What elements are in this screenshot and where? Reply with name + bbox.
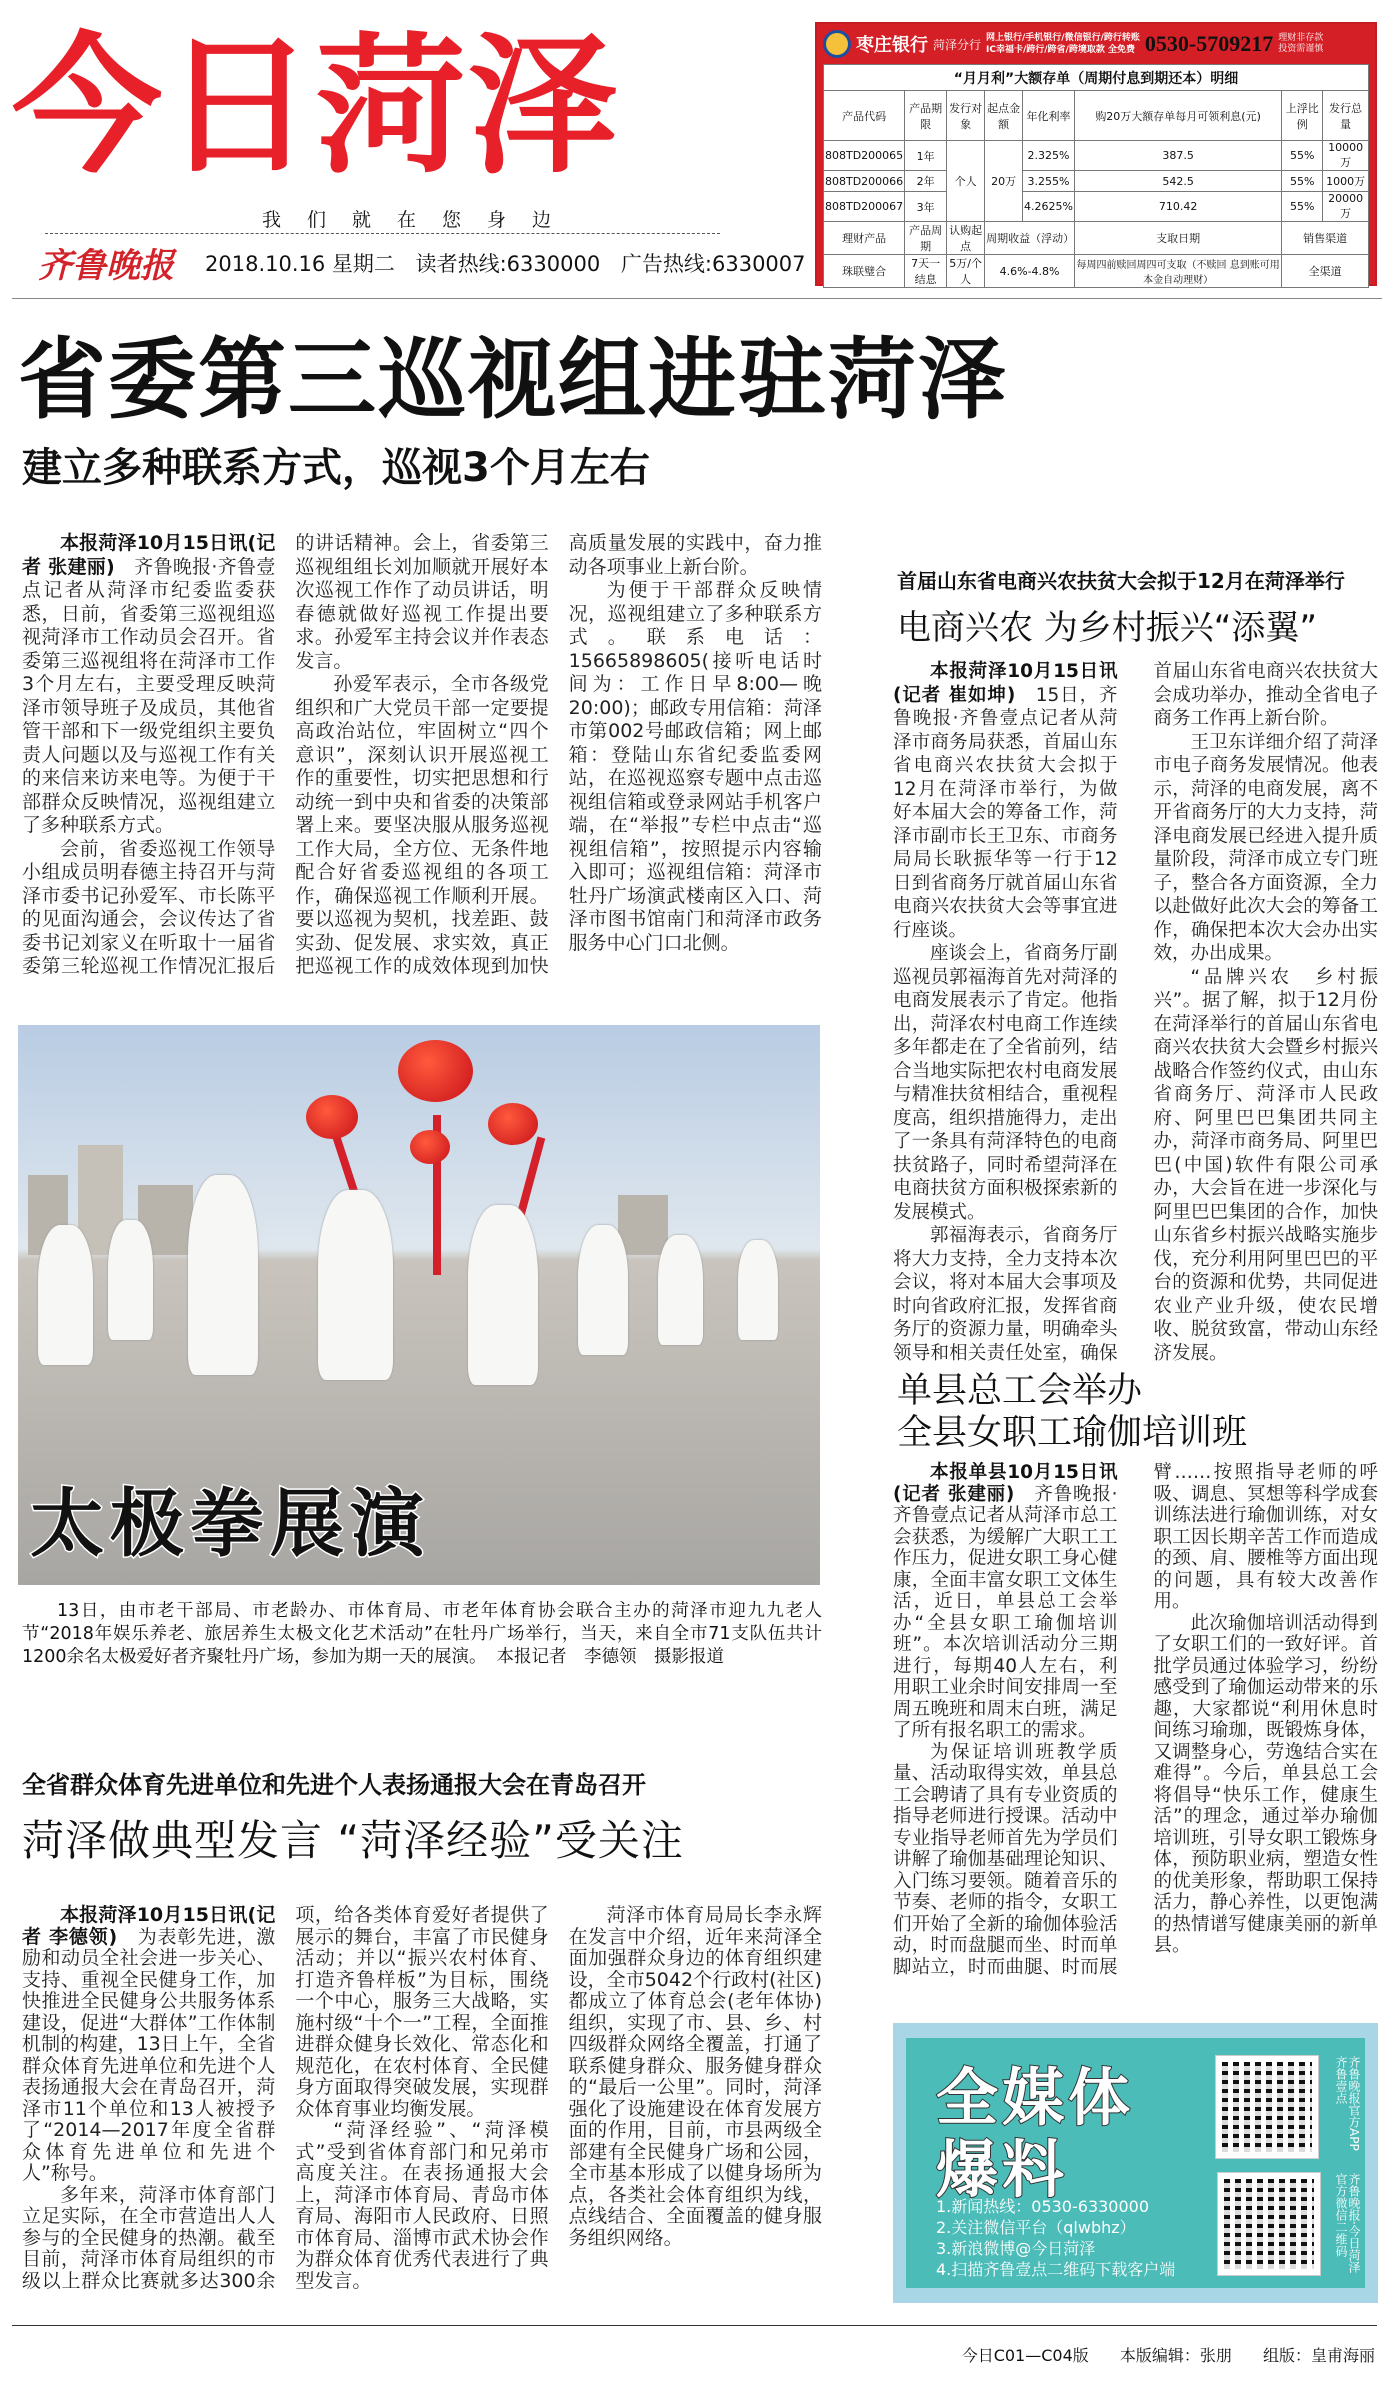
table-row xyxy=(824,192,1369,222)
sports-article-body xyxy=(22,1905,822,2292)
cell: 1000万 xyxy=(1323,171,1369,192)
cell: 808TD200065 xyxy=(824,141,905,171)
paragraph-text: 齐鲁晚报·齐鲁壹点记者从菏泽市总工会获悉，为缓解广大职工工作压力，促进女职工身心健康，全面丰富女职工文体生活，近日，单县总工会举办“全县女职工瑜伽培训班”。本次培训活动分三期进行，每期40人左右，利用职工业余时间安排周一至周五晚班和周末白班，满足了所有报名职工的需求。 xyxy=(893,1483,1118,1741)
ecommerce-headline: 电商兴农 为乡村振兴“添翼” xyxy=(897,608,1318,648)
taichi-performer xyxy=(738,1240,778,1340)
bank-name: 枣庄银行 xyxy=(856,35,928,56)
cell: 5万/个人 xyxy=(947,255,985,288)
cell: 个人 xyxy=(947,141,985,222)
cell: 2年 xyxy=(905,171,947,192)
caption-text: 13日，由市老干部局、市老龄办、市体育局、市老年体育协会联合主办的菏泽市迎九九老人节“2018年娱乐养老、旅居养生太极文化艺术活动”在牡丹广场举行，当天，来自全市71支队伍共计1200余名太极爱好者齐聚牡丹广场，参加为期一天的展演。 xyxy=(22,1601,822,1667)
cell: 808TD200066 xyxy=(824,171,905,192)
paragraph xyxy=(22,532,275,838)
column-header: 产品代码 xyxy=(824,91,905,141)
cell: 3年 xyxy=(905,192,947,222)
services-line: 网上银行/手机银行/微信银行/跨行转账 xyxy=(986,33,1140,43)
cell: 全渠道 xyxy=(1282,255,1369,288)
paragraph: 为保证培训班教学质量、活动取得实效，单县总工会聘请了具有专业资质的指导老师进行授课。活动中专业指导老师首先为学员们讲解了瑜伽基础理论知识、入门练习要领。随着音乐的节奏、老师的指令，女职工们开始了全新的瑜伽体验活动，时而盘腿而坐、时而单脚站立，时而曲腿、时而展臂……按照指导老师的呼吸、调息、冥想等科学成套训练法进行瑜伽训练，对女职工因长期辛苦工作而造成的颈、肩、腰椎等方面出现的问题，具有较大改善作用。 xyxy=(893,1462,1378,1978)
paragraph: 菏泽市体育局局长李永辉在发言中介绍，近年来菏泽全面加强群众身边的体育组织建设，全市5042个行政村(社区)都成立了体育总会(老年体协)组织，实现了市、县、乡、村四级群众网络全覆盖，打通了联系健身群众、服务健身群众的“最后一公里”。同时，菏泽强化了设施建设在体育发展方面的作用，目前，市县两级全部建有全民健身广场和公园，全市基本形成了以健身场所为点，各类社会体育组织为线，点线结合、全面覆盖的健身服务组织网络。 xyxy=(568,1904,822,2249)
cell: 1年 xyxy=(905,141,947,171)
cell: 20万 xyxy=(985,141,1023,222)
cell: 4.2625% xyxy=(1023,192,1075,222)
paragraph: 此次瑜伽培训活动得到了女职工们的一致好评。首批学员通过体验学习，纷纷感受到了瑜伽运动带来的乐趣，大家都说“利用休息时间练习瑜珈，既锻炼身体，又调整身心，劳逸结合实在难得”。今后，单县总工会将倡导“快乐工作，健康生活”的理念，通过举办瑜伽培训班，引导女职工锻炼身体，预防职业病，塑造女性的优美形象，帮助职工保持活力，静心养性，以更饱满的热情谱写健康美丽的新单县。 xyxy=(1153,1612,1378,1956)
deposit-table xyxy=(823,64,1369,288)
table-row xyxy=(824,255,1369,288)
paragraph: 座谈会上，省商务厅副巡视员郭福海首先对菏泽的电商发展表示了肯定。他指出，菏泽农村电商工作连续多年都走在了全省前列，结合当地实际把农村电商发展与精准扶贫相结合，重视程度高，组织措施得力，走出了一条具有菏泽特色的电商扶贫路子，同时希望菏泽在电商扶贫方面积极探索新的发展模式。 xyxy=(893,943,1118,1223)
cell: 808TD200067 xyxy=(824,192,905,222)
contact-item: 2.关注微信平台（qlwbhz） xyxy=(936,2218,1136,2237)
divider xyxy=(45,233,720,234)
byline: 本报单县10月15日讯(记者 张建丽) xyxy=(893,1462,1118,1505)
lead-subhead: 建立多种联系方式，巡视3个月左右 xyxy=(22,445,650,491)
paragraph: “菏泽经验”、“菏泽模式”受到省体育部门和兄弟市高度关注。在表扬通报大会上，菏泽市体育局、青岛市体育局、海阳市人民政府、日照市体育局、淄博市武术协会作为群众体育优秀代表进行了典型发言。 xyxy=(295,2119,549,2292)
paragraph: 孙爱军表示，全市各级党组织和广大党员干部一定要提高政治站位，牢固树立“四个意识”，深刻认识开展巡视工作的重要性，切实把思想和行动统一到中央和省委的决策部署上来。要坚决服从服务巡视工作大局，全方位、无条件地配合好省委巡视组的各项工作，确保巡视工作顺利开展。要以巡视为契机，找差距、鼓实劲、促发展、求实效，真正把巡视工作的成效体现到加快高质量发展的实践中，奋力推动各项事业上新台阶。 xyxy=(295,532,822,977)
ad-title: 爆料 xyxy=(936,2133,1069,2206)
cell: 2.325% xyxy=(1023,141,1075,171)
paper-logo: 齐鲁晚报 xyxy=(38,246,174,286)
lead-article-body xyxy=(22,532,822,979)
table-row xyxy=(824,171,1369,192)
yoga-headline xyxy=(897,1370,1247,1454)
ecommerce-article-body xyxy=(893,660,1378,1365)
column-header: 年化利率 xyxy=(1023,91,1075,141)
lead-headline: 省委第三巡视组进驻菏泽 xyxy=(18,328,1009,431)
cell: 7天一结息 xyxy=(905,255,947,288)
cell: 55% xyxy=(1282,141,1323,171)
bank-logo-icon xyxy=(823,30,851,58)
paragraph-text: 15日，齐鲁晚报·齐鲁壹点记者从菏泽市商务局获悉，首届山东省电商兴农扶贫大会拟于12月在菏泽市举行，为做好本届大会的筹备工作，菏泽市副市长王卫东、市商务局局长耿振华等一行于12日到省商务厅就首届山东省电商兴农扶贫大会等事宜进行座谈。 xyxy=(893,684,1118,941)
cell: 10000万 xyxy=(1323,141,1369,171)
divider xyxy=(12,2325,1377,2326)
paragraph-text: 齐鲁晚报·齐鲁壹点记者从菏泽市纪委监委获悉，日前，省委第三巡视组巡视菏泽市工作动员会召开。省委第三巡视组将在菏泽市工作3个月左右，主要受理反映菏泽市领导班子及成员，其他省管干部和下一级党组织主要负责人问题以及与巡视工作有关的来信来访来电等。为便于干部群众反映情况，巡视组建立了多种联系方式。 xyxy=(22,555,276,836)
photo-credit: 本报记者 李德领 摄影报道 xyxy=(496,1647,725,1667)
bank-advertisement xyxy=(815,22,1377,286)
taichi-performer xyxy=(468,1205,538,1385)
column-header: 起点金额 xyxy=(985,91,1023,141)
paragraph xyxy=(22,1905,275,2185)
red-lantern xyxy=(306,1095,358,1139)
column-header: 发行对象 xyxy=(947,91,985,141)
qr-code-icon[interactable] xyxy=(1216,2056,1318,2158)
column-header: 发行总量 xyxy=(1323,91,1369,141)
table-header-row xyxy=(824,91,1369,141)
yoga-article-body xyxy=(893,1462,1378,1978)
taichi-performer xyxy=(38,1225,93,1365)
headline-line: 单县总工会举办 xyxy=(897,1371,1143,1411)
paragraph: 为便于干部群众反映情况，巡视组建立了多种联系方式。联系电话：15665898605(接听电话时间为：工作日早8:00—晚20:00)；邮政专用信箱：菏泽市第002号邮政信箱；网上邮箱：登陆山东省纪委监委网站，在巡视巡察专题中点击巡视组信箱或登录网站手机客户端，在“举报”专栏中点击“巡视组信箱”，按照提示内容输入即可；巡视组信箱：菏泽市牡丹广场演武楼南区入口、菏泽市图书馆南门和菏泽市政务服务中心门口北侧。 xyxy=(568,579,822,954)
cell: 55% xyxy=(1282,171,1323,192)
layout-credit: 组版：皇甫海丽 xyxy=(1262,2346,1375,2365)
paragraph: 会前，省委巡视工作领导小组成员明春德主持召开与菏泽市委书记孙爱军、市长陈平的见面沟通会，会议传达了省委书记刘家义在听取十一届省委第三轮巡视工作情况汇报后的讲话精神。会上，省委第三巡视组组长刘加顺就开展好本次巡视工作作了动员讲话，明春德就做好巡视工作提出要求。孙爱军主持会议并作表态发言。 xyxy=(22,532,549,977)
contact-item: 4.扫描齐鲁壹点二维码下载客户端 xyxy=(936,2260,1176,2279)
qr-code-icon[interactable] xyxy=(1218,2173,1320,2275)
page-footer xyxy=(962,2343,1375,2366)
table-row xyxy=(824,141,1369,171)
dateline xyxy=(205,248,820,278)
table-header-row xyxy=(824,222,1369,255)
contact-item: 3.新浪微博@今日菏泽 xyxy=(936,2239,1096,2258)
taichi-performer xyxy=(318,1190,393,1380)
column-header: 周期收益（浮动） xyxy=(985,222,1075,255)
editor-credit: 本版编辑：张朋 xyxy=(1119,2346,1232,2365)
column-header: 认购起点 xyxy=(947,222,985,255)
cell: 珠联璧合 xyxy=(824,255,905,288)
building xyxy=(618,1195,668,1255)
column-header: 销售渠道 xyxy=(1282,222,1369,255)
headline-line: 全县女职工瑜伽培训班 xyxy=(897,1413,1248,1453)
page-range: 今日C01—C04版 xyxy=(961,2346,1089,2365)
bank-note: 理财非存款 投资需谨慎 xyxy=(1278,33,1324,54)
bank-phone: 0530-5709217 xyxy=(1144,31,1274,56)
paragraph: 郭福海表示，省商务厅将大力支持，全力支持本次会议，将对本届大会事项及时向省政府汇报，发挥省商务厅的资源力量，明确牵头领导和相关责任处室，确保首届山东省电商兴农扶贫大会成功举办，推动全省电子商务工作再上新台阶。 xyxy=(893,661,1378,1364)
slogan: 我们就在您身边 xyxy=(262,209,578,231)
photo-caption xyxy=(22,1600,822,1669)
cell: 每周四前赎回周四可支取（不赎回 息到账可用 本金自动理财） xyxy=(1075,255,1282,288)
paragraph xyxy=(893,1462,1118,1742)
cell: 55% xyxy=(1282,192,1323,222)
contact-item: 1.新闻热线：0530-6330000 xyxy=(936,2197,1150,2216)
contact-list xyxy=(936,2196,1175,2280)
photo-overlay-title: 太极拳展演 xyxy=(30,1481,430,1567)
red-lantern xyxy=(398,1040,473,1102)
cell: 4.6%-4.8% xyxy=(985,255,1075,288)
sports-headline: 菏泽做典型发言 “菏泽经验”受关注 xyxy=(22,1816,684,1865)
taichi-performer xyxy=(108,1220,153,1340)
cell: 387.5 xyxy=(1075,141,1282,171)
column-header: 上浮比例 xyxy=(1282,91,1323,141)
column-header: 购20万大额存单每月可领利息(元) xyxy=(1075,91,1282,141)
bank-branch: 菏泽分行 xyxy=(933,37,982,52)
cell: 20000万 xyxy=(1323,192,1369,222)
column-header: 产品周期 xyxy=(905,222,947,255)
paragraph: 王卫东详细介绍了菏泽市电子商务发展情况。他表示，菏泽的电商发展，离不开省商务厅的大力支持，菏泽电商发展已经进入提升质量阶段，菏泽市成立专门班子，整合各方面资源，全力以赴做好此次大会的筹备工作，确保把本次大会办出实效，办出成果。 xyxy=(1153,731,1378,964)
column-header: 支取日期 xyxy=(1075,222,1282,255)
paragraph-text: 为表彰先进，激励和动员全社会进一步关心、支持、重视全民健身工作，加快推进全民健身公共服务体系建设，促进“大群体”工作体制机制的构建，13日上午，全省群众体育先进单位和先进个人表扬通报大会在青岛召开，菏泽市11个单位和13人被授予了“2014—2017年度全省群众体育先进单位和先进个人”称号。 xyxy=(22,1925,276,2184)
table-title: “月月利”大额存单（周期付息到期还本）明细 xyxy=(824,65,1369,91)
byline: 本报菏泽10月15日讯(记者 李德领) xyxy=(22,1904,276,1948)
ad-title: 全媒体 xyxy=(936,2061,1135,2134)
media-tipoff-ad xyxy=(893,2023,1378,2303)
services-line: IC幸福卡/跨行/跨省/跨境取款 全免费 xyxy=(986,45,1135,55)
qr-label: 齐鲁晚报·今日菏泽 官方微信二维码 xyxy=(1334,2173,1361,2273)
paragraph xyxy=(893,660,1118,942)
masthead-title: 今日菏泽 xyxy=(12,20,621,194)
column-header: 产品期限 xyxy=(905,91,947,141)
taichi-photo xyxy=(18,1025,820,1585)
ad-hotline: 广告热线:6330007 xyxy=(620,252,806,276)
column-header: 理财产品 xyxy=(824,222,905,255)
red-lantern xyxy=(488,1103,538,1145)
red-lantern xyxy=(410,1130,450,1164)
taichi-performer xyxy=(188,1175,258,1375)
reader-hotline: 读者热线:6330000 xyxy=(415,252,601,276)
qr-label: 齐鲁晚报官方APP 齐鲁壹点 xyxy=(1334,2056,1361,2151)
divider xyxy=(12,298,1382,299)
byline: 本报菏泽10月15日讯(记者 崔如坤) xyxy=(893,661,1118,706)
ecommerce-kicker: 首届山东省电商兴农扶贫大会拟于12月在菏泽举行 xyxy=(897,569,1345,593)
paragraph: “品牌兴农 乡村振兴”。据了解，拟于12月份在菏泽举行的首届山东省电商兴农扶贫大会暨乡村振兴战略合作签约仪式，由山东省商务厅、菏泽市人民政府、阿里巴巴集团共同主办，菏泽市商务局、阿里巴巴(中国)软件有限公司承办，大会旨在进一步深化与阿里巴巴集团的合作，加快山东省乡村振兴战略实施步伐，充分利用阿里巴巴的平台的资源和优势，共同促进农业产业升级，使农民增收、脱贫致富，带动山东经济发展。 xyxy=(1153,966,1378,1364)
cell: 3.255% xyxy=(1023,171,1075,192)
cell: 710.42 xyxy=(1075,192,1282,222)
issue-date: 2018.10.16 星期二 xyxy=(205,252,395,276)
byline: 本报菏泽10月15日讯(记者 张建丽) xyxy=(22,532,276,578)
taichi-performer xyxy=(578,1225,628,1355)
sports-kicker: 全省群众体育先进单位和先进个人表扬通报大会在青岛召开 xyxy=(22,1771,646,1799)
paragraph: 多年来，菏泽市体育部门立足实际，在全市营造出人人参与的全民健身的热潮。截至目前，菏泽市体育局组织的市级以上群众比赛就多达300余项，给各类体育爱好者提供了展示的舞台，丰富了市民健身活动；并以“振兴农村体育、打造齐鲁样板”为目标，围绕一个中心，服务三大战略，实施村级“十个一”工程，全面推进群众健身长效化、常态化和规范化，在农村体育、全民健身方面取得突破发展，实现群众体育事业均衡发展。 xyxy=(22,1904,549,2292)
bank-services xyxy=(986,32,1140,56)
taichi-performer xyxy=(658,1235,703,1345)
cell: 542.5 xyxy=(1075,171,1282,192)
